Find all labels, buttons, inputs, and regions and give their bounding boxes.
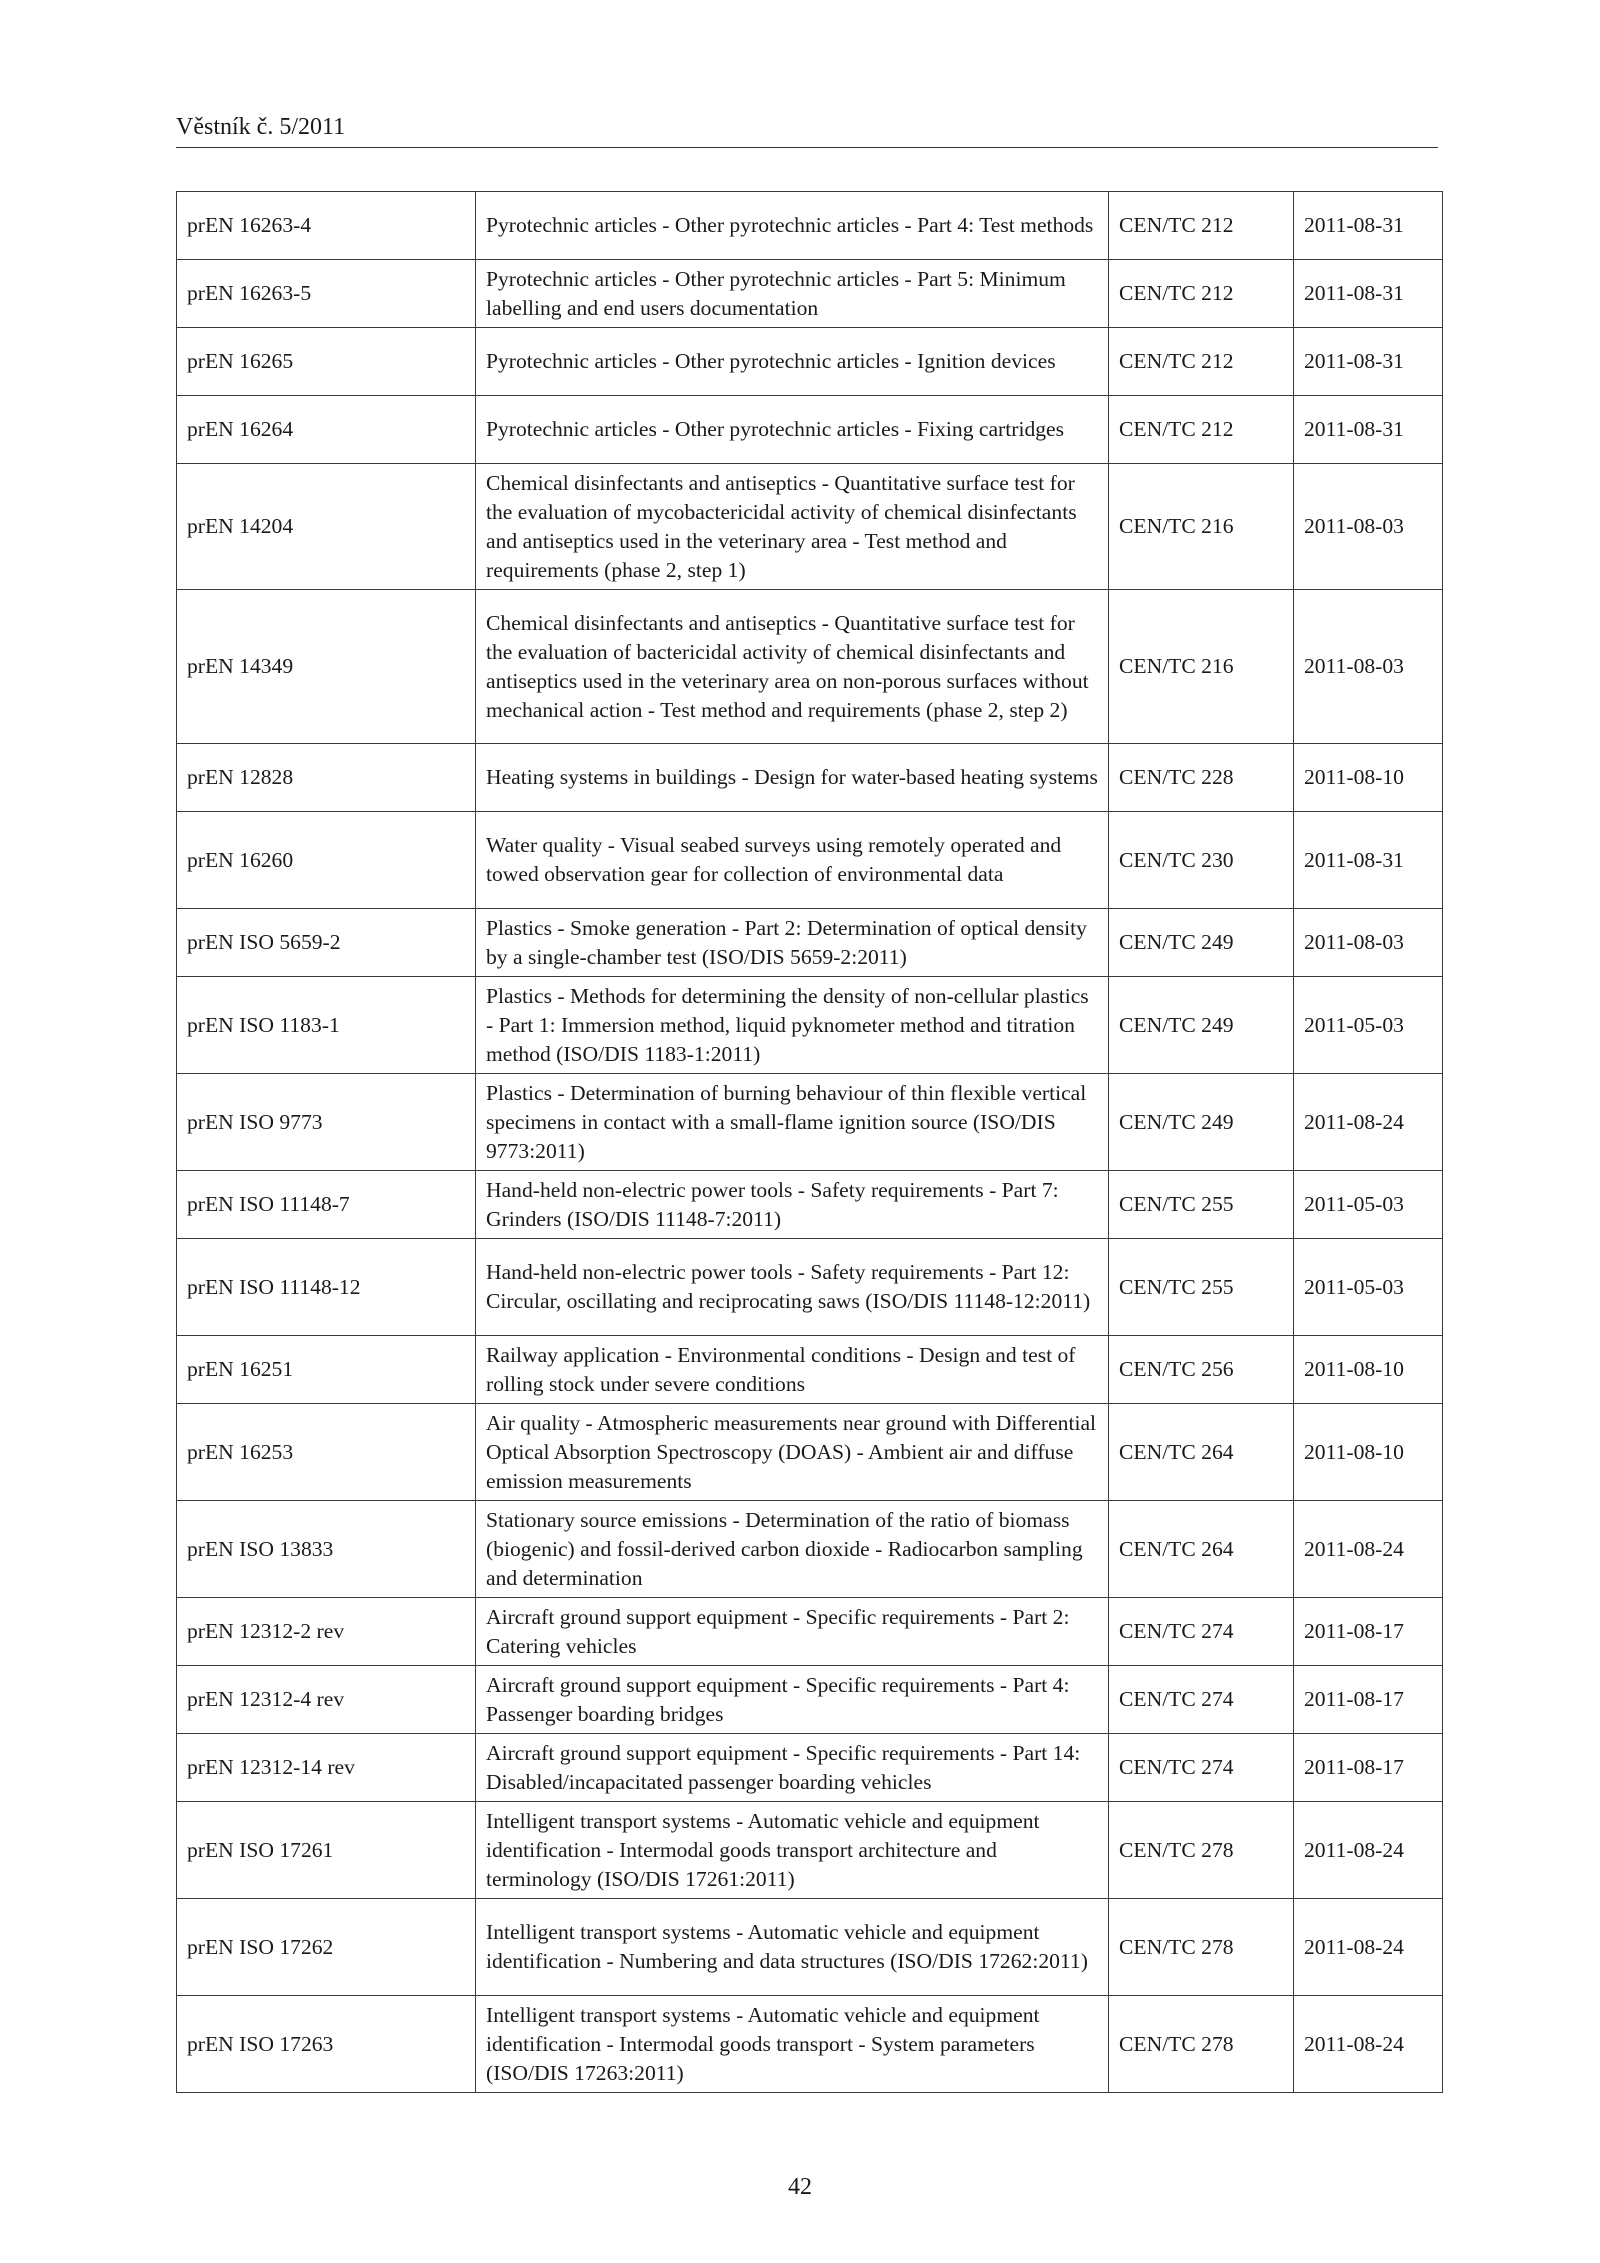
table-row	[177, 1171, 1443, 1239]
deadline-date: 2011-08-31	[1294, 192, 1443, 260]
deadline-date: 2011-08-31	[1294, 396, 1443, 464]
deadline-date: 2011-08-17	[1294, 1666, 1443, 1734]
deadline-date: 2011-05-03	[1294, 977, 1443, 1074]
technical-committee: CEN/TC 212	[1109, 260, 1294, 328]
deadline-date: 2011-08-10	[1294, 744, 1443, 812]
deadline-date: 2011-08-31	[1294, 812, 1443, 909]
standard-code: prEN 16263-4	[177, 192, 476, 260]
standard-title: Pyrotechnic articles - Other pyrotechnic articles - Ignition devices	[476, 328, 1109, 396]
technical-committee: CEN/TC 249	[1109, 1074, 1294, 1171]
standard-title: Pyrotechnic articles - Other pyrotechnic articles - Part 4: Test methods	[476, 192, 1109, 260]
standard-code: prEN 16264	[177, 396, 476, 464]
deadline-date: 2011-08-03	[1294, 464, 1443, 590]
standard-code: prEN 16251	[177, 1336, 476, 1404]
table-row	[177, 328, 1443, 396]
standard-code: prEN ISO 9773	[177, 1074, 476, 1171]
technical-committee: CEN/TC 264	[1109, 1501, 1294, 1598]
technical-committee: CEN/TC 256	[1109, 1336, 1294, 1404]
standard-title: Intelligent transport systems - Automatic vehicle and equipment identification - Intermodal goods transport - System parameters (ISO/DIS 17263:2011)	[476, 1996, 1109, 2093]
standard-title: Plastics - Smoke generation - Part 2: Determination of optical density by a single-chamber test (ISO/DIS 5659-2:2011)	[476, 909, 1109, 977]
table-row	[177, 909, 1443, 977]
deadline-date: 2011-08-10	[1294, 1336, 1443, 1404]
table-row	[177, 396, 1443, 464]
technical-committee: CEN/TC 212	[1109, 396, 1294, 464]
standards-table	[176, 191, 1443, 2093]
deadline-date: 2011-08-10	[1294, 1404, 1443, 1501]
page-header	[176, 112, 1438, 148]
table-row	[177, 192, 1443, 260]
standard-title: Chemical disinfectants and antiseptics - Quantitative surface test for the evaluation of bactericidal activity of chemical disinfectants and antiseptics used in the veterinary area on non-porous surfaces without mechanical action - Test method and requirements (phase 2, step 2)	[476, 590, 1109, 744]
standard-code: prEN ISO 1183-1	[177, 977, 476, 1074]
standards-table-body	[177, 192, 1443, 2093]
deadline-date: 2011-08-17	[1294, 1734, 1443, 1802]
standard-code: prEN 14204	[177, 464, 476, 590]
deadline-date: 2011-08-24	[1294, 1899, 1443, 1996]
standard-title: Intelligent transport systems - Automatic vehicle and equipment identification - Intermodal goods transport architecture and terminology (ISO/DIS 17261:2011)	[476, 1802, 1109, 1899]
table-row	[177, 1802, 1443, 1899]
deadline-date: 2011-08-31	[1294, 328, 1443, 396]
deadline-date: 2011-05-03	[1294, 1171, 1443, 1239]
standard-code: prEN ISO 17261	[177, 1802, 476, 1899]
technical-committee: CEN/TC 274	[1109, 1734, 1294, 1802]
technical-committee: CEN/TC 255	[1109, 1171, 1294, 1239]
deadline-date: 2011-08-03	[1294, 590, 1443, 744]
standard-title: Stationary source emissions - Determination of the ratio of biomass (biogenic) and fossil-derived carbon dioxide - Radiocarbon sampling and determination	[476, 1501, 1109, 1598]
standard-title: Water quality - Visual seabed surveys using remotely operated and towed observation gear for collection of environmental data	[476, 812, 1109, 909]
standard-code: prEN ISO 17262	[177, 1899, 476, 1996]
table-row	[177, 1734, 1443, 1802]
table-row	[177, 1501, 1443, 1598]
standard-code: prEN ISO 5659-2	[177, 909, 476, 977]
deadline-date: 2011-08-03	[1294, 909, 1443, 977]
table-row	[177, 260, 1443, 328]
standard-code: prEN 12312-14 rev	[177, 1734, 476, 1802]
standard-title: Plastics - Methods for determining the density of non-cellular plastics - Part 1: Immersion method, liquid pyknometer method and titration method (ISO/DIS 1183-1:2011)	[476, 977, 1109, 1074]
standard-title: Chemical disinfectants and antiseptics - Quantitative surface test for the evaluation of mycobactericidal activity of chemical disinfectants and antiseptics used in the veterinary area - Test method and requirements (phase 2, step 1)	[476, 464, 1109, 590]
technical-committee: CEN/TC 274	[1109, 1598, 1294, 1666]
standard-code: prEN 16260	[177, 812, 476, 909]
technical-committee: CEN/TC 255	[1109, 1239, 1294, 1336]
technical-committee: CEN/TC 230	[1109, 812, 1294, 909]
standard-title: Plastics - Determination of burning behaviour of thin flexible vertical specimens in contact with a small-flame ignition source (ISO/DIS 9773:2011)	[476, 1074, 1109, 1171]
table-row	[177, 1404, 1443, 1501]
technical-committee: CEN/TC 264	[1109, 1404, 1294, 1501]
deadline-date: 2011-08-24	[1294, 1802, 1443, 1899]
standard-code: prEN 14349	[177, 590, 476, 744]
standard-code: prEN 16265	[177, 328, 476, 396]
table-row	[177, 464, 1443, 590]
standard-code: prEN ISO 11148-7	[177, 1171, 476, 1239]
standard-title: Air quality - Atmospheric measurements near ground with Differential Optical Absorption Spectroscopy (DOAS) - Ambient air and diffuse emission measurements	[476, 1404, 1109, 1501]
deadline-date: 2011-08-17	[1294, 1598, 1443, 1666]
deadline-date: 2011-05-03	[1294, 1239, 1443, 1336]
table-row	[177, 1899, 1443, 1996]
table-row	[177, 1336, 1443, 1404]
table-row	[177, 812, 1443, 909]
deadline-date: 2011-08-31	[1294, 260, 1443, 328]
technical-committee: CEN/TC 212	[1109, 192, 1294, 260]
standard-code: prEN 12312-2 rev	[177, 1598, 476, 1666]
table-row	[177, 1239, 1443, 1336]
standard-code: prEN ISO 17263	[177, 1996, 476, 2093]
standard-code: prEN 16253	[177, 1404, 476, 1501]
standard-code: prEN 12828	[177, 744, 476, 812]
standard-code: prEN ISO 11148-12	[177, 1239, 476, 1336]
deadline-date: 2011-08-24	[1294, 1501, 1443, 1598]
technical-committee: CEN/TC 278	[1109, 1996, 1294, 2093]
standard-title: Aircraft ground support equipment - Specific requirements - Part 2: Catering vehicles	[476, 1598, 1109, 1666]
technical-committee: CEN/TC 274	[1109, 1666, 1294, 1734]
technical-committee: CEN/TC 278	[1109, 1899, 1294, 1996]
technical-committee: CEN/TC 216	[1109, 590, 1294, 744]
technical-committee: CEN/TC 216	[1109, 464, 1294, 590]
table-row	[177, 1666, 1443, 1734]
standard-title: Aircraft ground support equipment - Specific requirements - Part 4: Passenger boarding bridges	[476, 1666, 1109, 1734]
standard-title: Pyrotechnic articles - Other pyrotechnic articles - Fixing cartridges	[476, 396, 1109, 464]
table-row	[177, 1074, 1443, 1171]
technical-committee: CEN/TC 212	[1109, 328, 1294, 396]
deadline-date: 2011-08-24	[1294, 1074, 1443, 1171]
technical-committee: CEN/TC 278	[1109, 1802, 1294, 1899]
table-row	[177, 977, 1443, 1074]
standard-title: Pyrotechnic articles - Other pyrotechnic articles - Part 5: Minimum labelling and end users documentation	[476, 260, 1109, 328]
standard-code: prEN 16263-5	[177, 260, 476, 328]
standard-title: Hand-held non-electric power tools - Safety requirements - Part 12: Circular, oscillating and reciprocating saws (ISO/DIS 11148-12:2011)	[476, 1239, 1109, 1336]
table-row	[177, 590, 1443, 744]
standard-code: prEN 12312-4 rev	[177, 1666, 476, 1734]
standard-title: Heating systems in buildings - Design for water-based heating systems	[476, 744, 1109, 812]
standard-code: prEN ISO 13833	[177, 1501, 476, 1598]
technical-committee: CEN/TC 249	[1109, 977, 1294, 1074]
technical-committee: CEN/TC 249	[1109, 909, 1294, 977]
table-row	[177, 744, 1443, 812]
page-number: 42	[788, 2174, 812, 2200]
bulletin-title: Věstník č. 5/2011	[176, 114, 346, 140]
standard-title: Railway application - Environmental conditions - Design and test of rolling stock under severe conditions	[476, 1336, 1109, 1404]
standard-title: Intelligent transport systems - Automatic vehicle and equipment identification - Numbering and data structures (ISO/DIS 17262:2011)	[476, 1899, 1109, 1996]
technical-committee: CEN/TC 228	[1109, 744, 1294, 812]
table-row	[177, 1996, 1443, 2093]
deadline-date: 2011-08-24	[1294, 1996, 1443, 2093]
table-row	[177, 1598, 1443, 1666]
standard-title: Hand-held non-electric power tools - Safety requirements - Part 7: Grinders (ISO/DIS 11148-7:2011)	[476, 1171, 1109, 1239]
standard-title: Aircraft ground support equipment - Specific requirements - Part 14: Disabled/incapacitated passenger boarding vehicles	[476, 1734, 1109, 1802]
